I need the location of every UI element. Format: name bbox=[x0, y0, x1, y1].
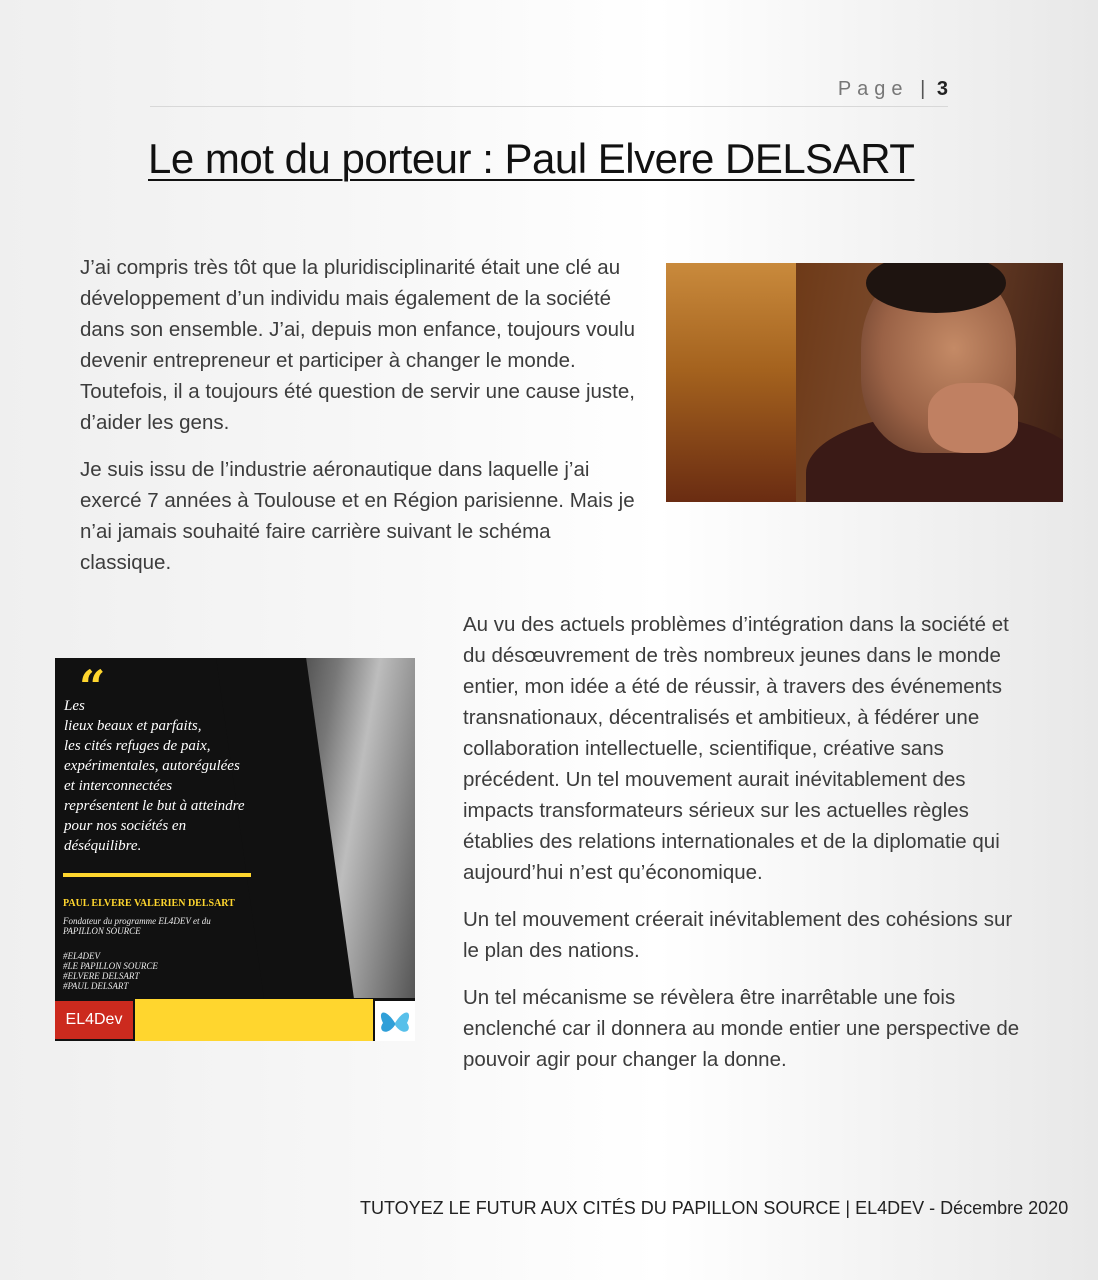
quote-line: Les bbox=[64, 698, 85, 714]
hashtag: #PAUL DELSART bbox=[63, 981, 129, 991]
vision-text bbox=[463, 609, 1033, 1091]
quote-text bbox=[64, 696, 294, 856]
quote-line: déséquilibre. bbox=[64, 838, 142, 854]
hashtag: #LE PAPILLON SOURCE bbox=[63, 961, 158, 971]
page-footer: TUTOYEZ LE FUTUR AUX CITÉS DU PAPILLON SOURCE | EL4DEV - Décembre 2020 bbox=[360, 1198, 1069, 1218]
quote-line: expérimentales, autorégulées bbox=[64, 758, 240, 774]
quote-line: pour nos sociétés en bbox=[64, 818, 187, 834]
hashtag: #ELVERE DELSART bbox=[63, 971, 140, 981]
page-title: Le mot du porteur : Paul Elvere DELSART bbox=[148, 135, 915, 182]
paragraph: J’ai compris très tôt que la pluridisciplinarité était une clé au développement d’un individu mais également de la société dans son ensemble. J’ai, depuis mon enfance, toujours voulu devenir entrepreneur et participer à changer le monde. Toutefois, il a toujours été question de servir une cause juste, d’aider les gens. bbox=[80, 256, 635, 434]
intro-text bbox=[80, 252, 640, 594]
quote-line: représentent le but à atteindre bbox=[64, 798, 245, 814]
paragraph: Au vu des actuels problèmes d’intégration dans la société et du désœuvrement de très nombreux jeunes dans le monde entier, mon idée a été de réussir, à travers des événements transnationaux, décentralisés et ambitieux, à fédérer une collaboration intellectuelle, scientifique, créative sans précédent. Un tel mouvement aurait inévitablement des impacts transformateurs sérieux sur les actuelles règles établies des relations internationales et de la diplomatie qui aujourd’hui n’est qu’économique. bbox=[463, 613, 1009, 884]
page-header bbox=[150, 78, 948, 107]
quote-author: PAUL ELVERE VALERIEN DELSART bbox=[63, 898, 235, 909]
divider bbox=[63, 873, 251, 877]
paragraph: Je suis issu de l’industrie aéronautique dans laquelle j’ai exercé 7 années à Toulouse et en Région parisienne. Mais je n’ai jamais souhaité faire carrière suivant le schéma classique. bbox=[80, 458, 635, 574]
quote-line: les cités refuges de paix, bbox=[64, 738, 211, 754]
el4dev-logo: EL4Dev bbox=[55, 1001, 133, 1039]
page-number: 3 bbox=[936, 78, 948, 100]
portrait-photo bbox=[666, 263, 1063, 502]
butterfly-logo-icon bbox=[375, 1001, 415, 1041]
paragraph: Un tel mouvement créerait inévitablement des cohésions sur le plan des nations. bbox=[463, 908, 1013, 962]
quote-line: lieux beaux et parfaits, bbox=[64, 718, 202, 734]
yellow-band bbox=[135, 999, 373, 1041]
page-separator: | bbox=[920, 78, 926, 100]
quote-line: et interconnectées bbox=[64, 778, 173, 794]
quote-author-role: Fondateur du programme EL4DEV et du PAPILLON SOURCE bbox=[63, 916, 211, 936]
page-label: Page bbox=[837, 78, 909, 100]
paragraph: Un tel mécanisme se révèlera être inarrêtable une fois enclenché car il donnera au monde entier une perspective de pouvoir agir pour changer la donne. bbox=[463, 986, 1020, 1071]
hashtag: #EL4DEV bbox=[63, 951, 100, 961]
quote-card-image bbox=[55, 658, 415, 1041]
quote-mark-icon: “ bbox=[79, 660, 106, 714]
hashtag-list bbox=[63, 951, 158, 991]
